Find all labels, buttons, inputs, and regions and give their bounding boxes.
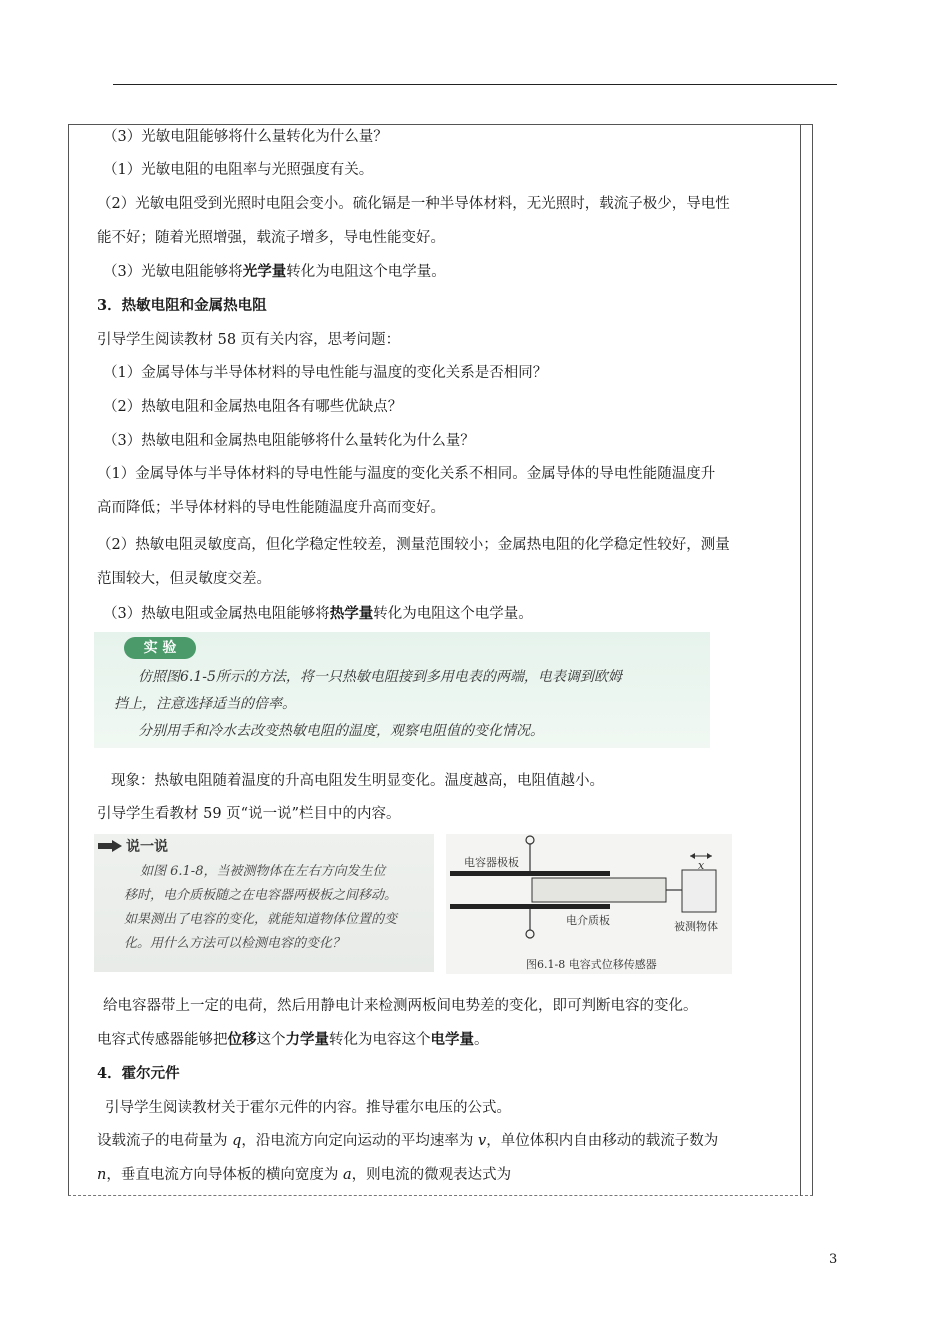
experiment-line: 分别用手和冷水去改变热敏电阻的温度，观察电阻值的变化情况。	[138, 723, 544, 739]
table-column-divider	[800, 124, 801, 1196]
figure-caption: 图6.1-8 电容式位移传感器	[526, 958, 657, 971]
arrow-right-icon	[98, 840, 122, 852]
text-line: （3）光敏电阻能够将什么量转化为什么量？	[103, 129, 388, 145]
text-line: 现象：热敏电阻随着温度的升高电阻发生明显变化。温度越高，电阻值越小。	[111, 773, 604, 789]
text-line: 给电容器带上一定的电荷，然后用静电计来检测两板间电势差的变化，即可判断电容的变化。	[103, 998, 698, 1014]
text-line: 能不好；随着光照增强，载流子增多，导电性能变好。	[97, 230, 445, 246]
text-line: 高而降低；半导体材料的导电性能随温度升高而变好。	[97, 500, 445, 516]
text-line: （3）热敏电阻和金属热电阻能够将什么量转化为什么量？	[103, 433, 475, 449]
text-line: （3）光敏电阻能够将光学量转化为电阻这个电学量。	[103, 263, 446, 280]
text-line: n，垂直电流方向导体板的横向宽度为 a，则电流的微观表达式为	[97, 1167, 512, 1183]
text-line: 范围较大，但灵敏度交差。	[97, 571, 271, 587]
text-line: （1）光敏电阻的电阻率与光照强度有关。	[103, 162, 374, 178]
experiment-scan	[94, 632, 710, 748]
text-line: 电容式传感器能够把位移这个力学量转化为电容这个电学量。	[97, 1031, 489, 1048]
talk-line: 如果测出了电容的变化，就能知道物体位置的变	[124, 912, 398, 927]
experiment-line: 挡上，注意选择适当的倍率。	[114, 696, 296, 712]
talk-title: 说一说	[126, 839, 168, 855]
text-line: （1）金属导体与半导体材料的导电性能与温度的变化关系不相同。金属导体的导电性能随温度升	[97, 466, 716, 482]
text-line: 引导学生阅读教材 58 页有关内容，思考问题：	[97, 332, 401, 348]
x-label: x	[698, 859, 705, 872]
text-line: （1）金属导体与半导体材料的导电性能与温度的变化关系是否相同？	[103, 365, 548, 381]
talk-line: 如图 6.1-8，当被测物体在左右方向发生位	[140, 864, 386, 879]
experiment-badge: 实 验	[124, 637, 196, 659]
header-rule	[113, 84, 837, 85]
talk-scan	[94, 834, 434, 972]
talk-line: 移时，电介质板随之在电容器两极板之间移动。	[124, 888, 398, 903]
text-line: （2）热敏电阻和金属热电阻各有哪些优缺点？	[103, 399, 403, 415]
text-line: （3）热敏电阻或金属热电阻能够将热学量转化为电阻这个电学量。	[103, 605, 533, 622]
text-line: （2）光敏电阻受到光照时电阻会变小。硫化镉是一种半导体材料，无光照时，载流子极少，导电性	[97, 196, 730, 212]
capacitor-figure	[446, 834, 732, 974]
object-label: 被测物体	[674, 920, 718, 933]
dielectric-label: 电介质板	[566, 914, 610, 927]
text-line: （2）热敏电阻灵敏度高，但化学稳定性较差，测量范围较小；金属热电阻的化学稳定性较好，测量	[97, 537, 730, 553]
text-line: 引导学生看教材 59 页“说一说”栏目中的内容。	[97, 806, 401, 822]
plate-label: 电容器极板	[464, 856, 519, 869]
page-number: 3	[829, 1252, 838, 1267]
experiment-line: 仿照图6.1-5所示的方法，将一只热敏电阻接到多用电表的两端，电表调到欧姆	[138, 669, 622, 685]
section-heading: 3．热敏电阻和金属热电阻	[97, 297, 267, 314]
text-line: 引导学生阅读教材关于霍尔元件的内容。推导霍尔电压的公式。	[105, 1100, 511, 1116]
text-line: 设载流子的电荷量为 q，沿电流方向定向运动的平均速率为 v，单位体积内自由移动的载流子数为	[97, 1133, 719, 1149]
talk-line: 化。用什么方法可以检测电容的变化？	[124, 936, 346, 951]
section-heading: 4．霍尔元件	[97, 1065, 180, 1082]
